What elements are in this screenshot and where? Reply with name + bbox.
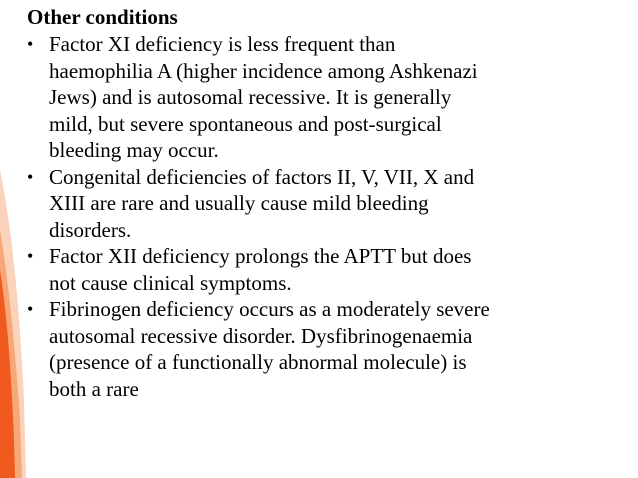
bullet-text-line: Factor XII deficiency prolongs the APTT but does [49, 244, 472, 268]
bullet-text-line: haemophilia A (higher incidence among Ashkenazi [49, 58, 478, 83]
bullet-text-line: XIII are rare and usually cause mild bleeding [49, 191, 429, 215]
bullet-text-line: both a rare [49, 376, 139, 401]
bullet-item-fibrinogen [27, 296, 627, 402]
bullet-text-line: bleeding may occur. [49, 138, 219, 162]
bullet-icon: • [27, 246, 34, 266]
bullet-item-factor-xi [27, 31, 627, 164]
bullet-text-line: not cause clinical symptoms. [49, 270, 292, 295]
bullet-text-line: autosomal recessive disorder. Dysfibrinogenaemia [49, 323, 473, 348]
bullet-text-line: (presence of a functionally abnormal molecule) is [49, 350, 467, 374]
bullet-icon: • [27, 299, 34, 319]
bullet-icon: • [27, 166, 34, 187]
bullet-text-line: Fibrinogen deficiency occurs as a moderately severe [49, 297, 490, 321]
bullet-item-factor-xii [27, 243, 627, 296]
bullet-text-line: Congenital deficiencies of factors II, V, VII, X and [49, 164, 475, 189]
slide-content [27, 4, 627, 402]
bullet-text-line: mild, but severe spontaneous and post-surgical [49, 111, 442, 136]
bullet-text-line: Factor XI deficiency is less frequent than [49, 32, 396, 56]
slide-title: Other conditions [27, 5, 178, 29]
bullet-text-line: Jews) and is autosomal recessive. It is generally [49, 85, 452, 109]
bullet-icon: • [27, 34, 34, 54]
bullet-list [27, 31, 627, 402]
bullet-text-line: disorders. [49, 217, 132, 242]
bullet-item-congenital [27, 164, 627, 244]
